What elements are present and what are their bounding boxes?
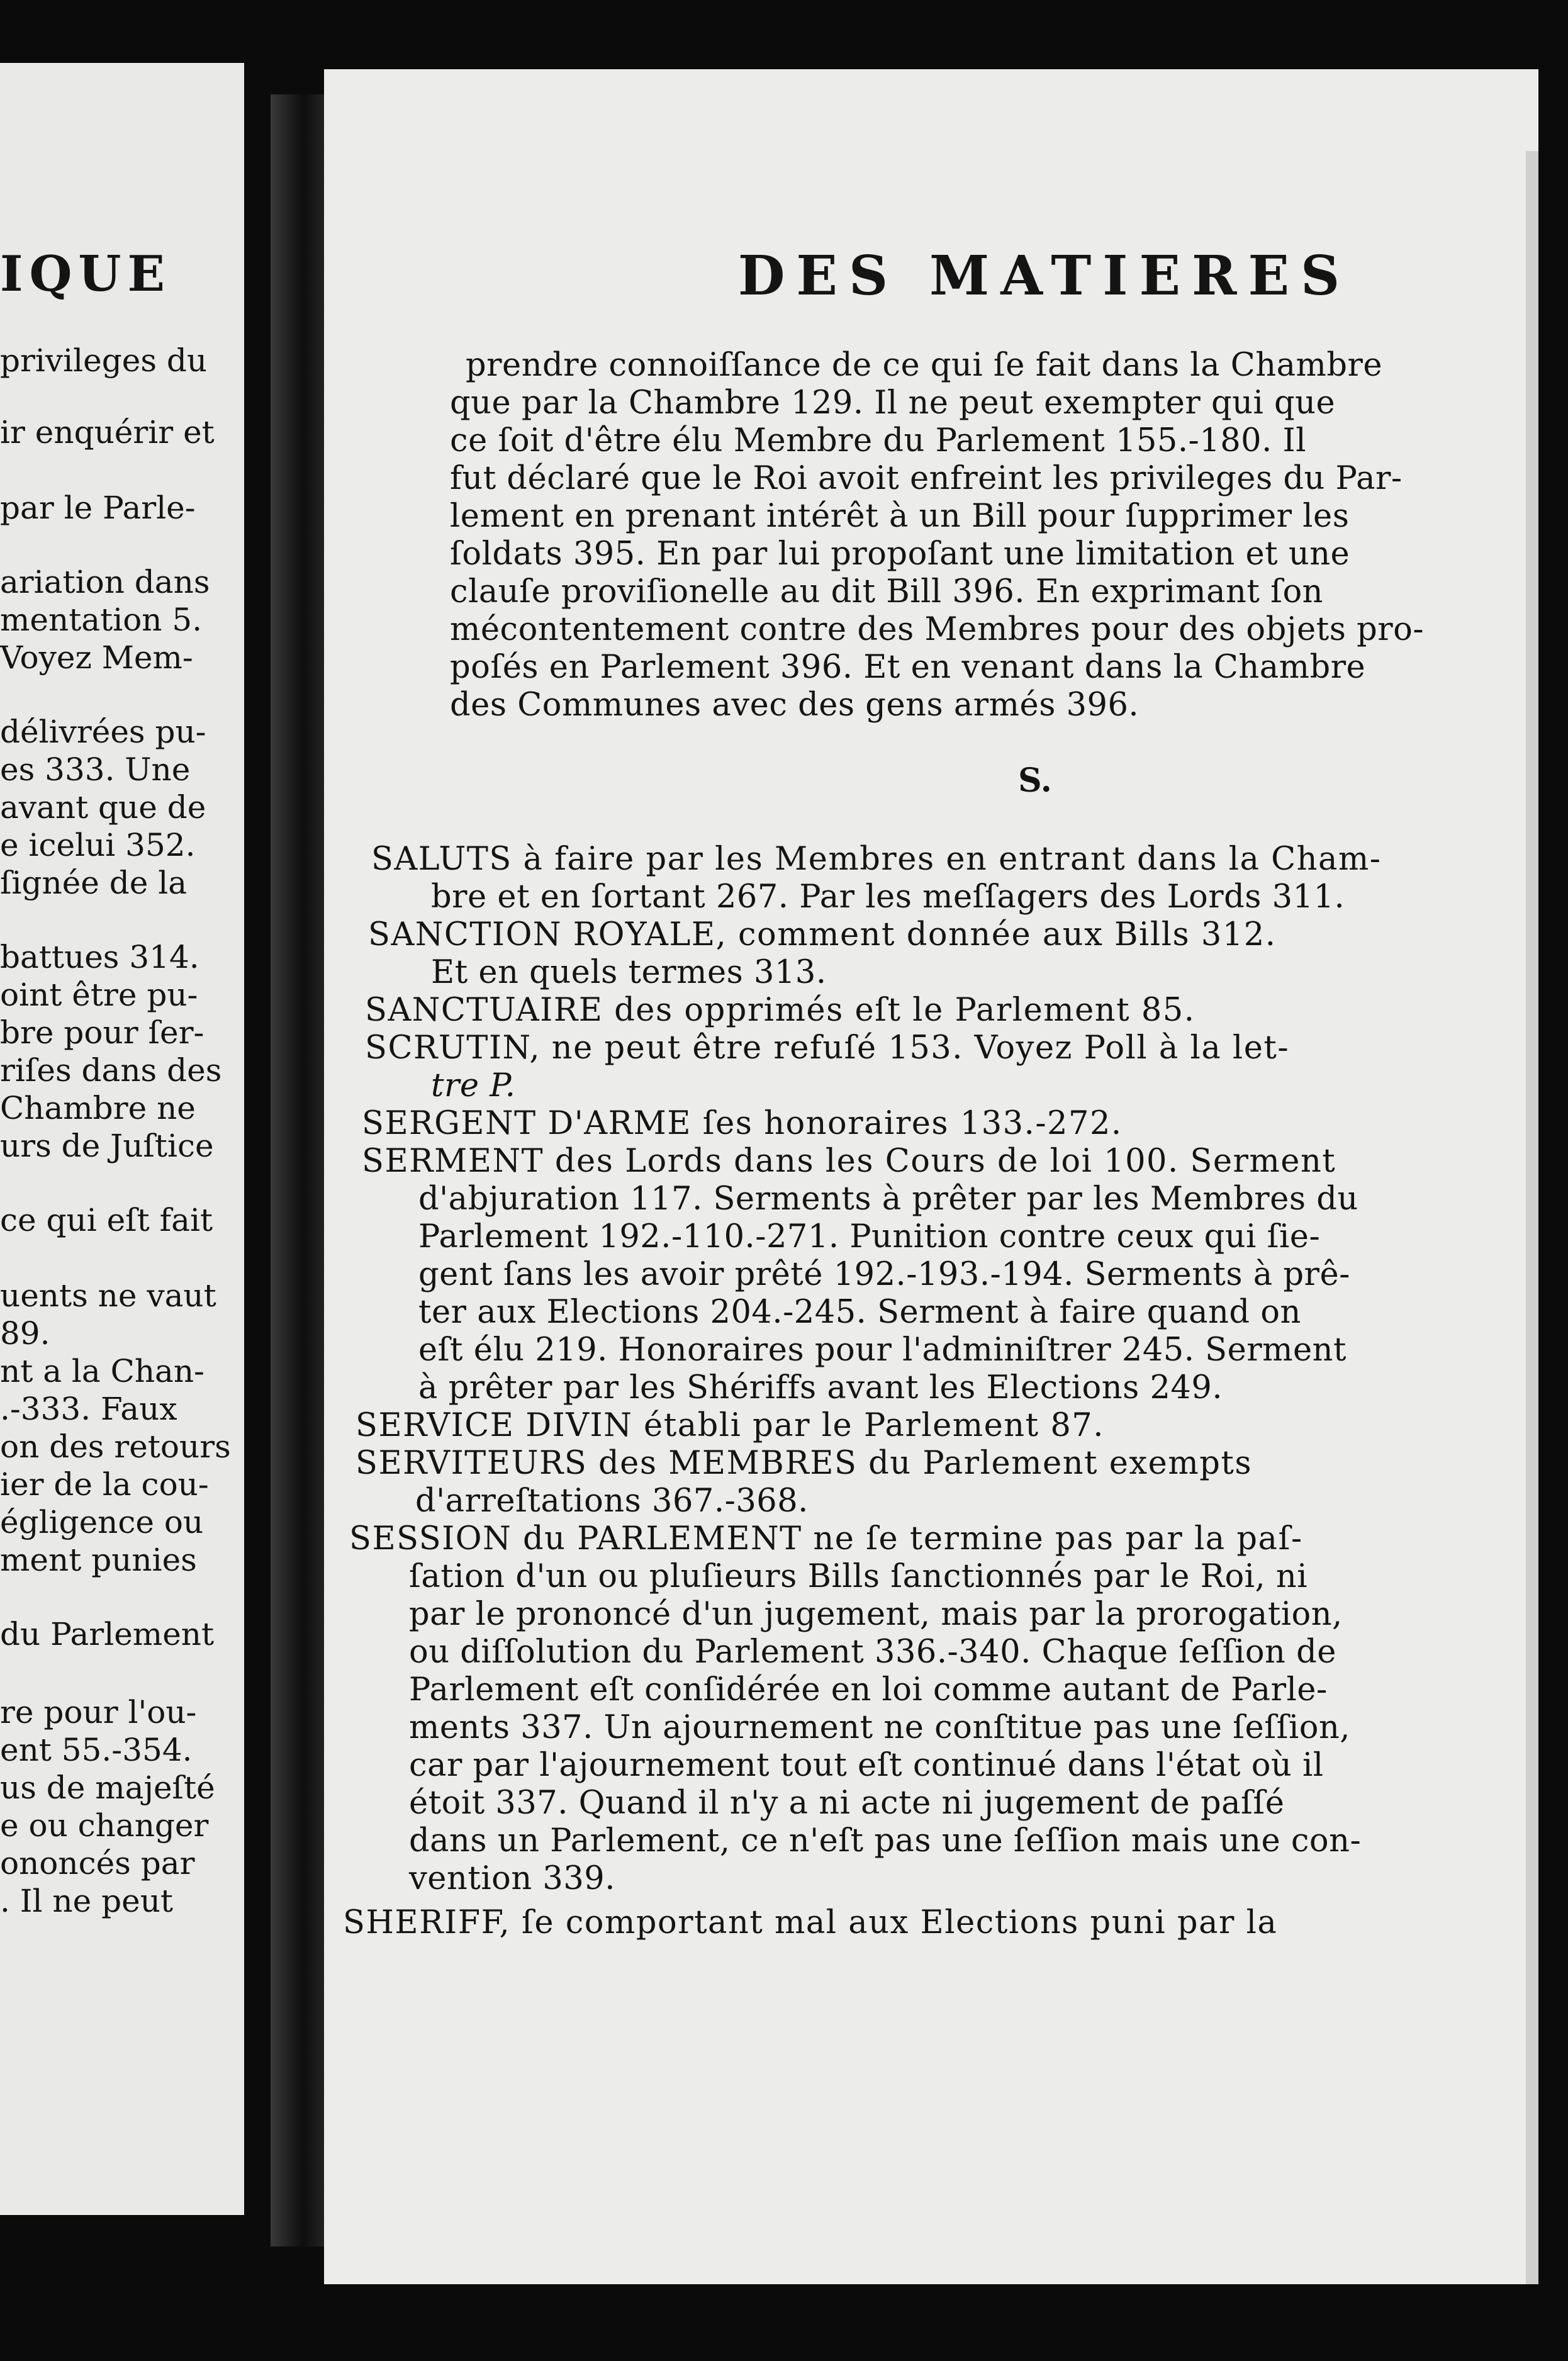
index-entry-continuation: ou diſſolution du Parlement 336.-340. Chaque ſeſſion de [409,1634,1336,1671]
left-page-line: du Parlement [0,1616,215,1652]
index-entry: SERGENT D'ARME ſes honoraires 133.-272. [362,1105,1123,1142]
index-entry-continuation: Parlement 192.-110.-271. Punition contre ceux qui ſie- [418,1218,1321,1255]
left-page-line: égligence ou [0,1504,204,1540]
left-page-line: ononcés par [0,1845,195,1882]
text-line: fut déclaré que le Roi avoit enfreint les privileges du Par- [450,460,1403,497]
index-entry-continuation: par le prononcé d'un jugement, mais par la prorogation, [409,1596,1343,1633]
left-page-line: oint être pu- [0,977,198,1013]
index-entry-continuation: tre P. [431,1067,516,1104]
left-page-line: avant que de [0,789,206,826]
left-page-line: bre pour ſer- [0,1014,204,1051]
index-entry-continuation: ter aux Elections 204.-245. Serment à faire quand on [418,1294,1301,1331]
index-entry-continuation: eſt élu 219. Honoraires pour l'adminiſtrer 245. Serment [418,1332,1347,1369]
text-line: des Communes avec des gens armés 396. [450,687,1140,724]
text-line: ce ſoit d'être élu Membre du Parlement 155.-180. Il [450,422,1307,459]
left-page-line: us de majeſté [0,1769,215,1806]
left-page-line: e ou changer [0,1807,209,1844]
left-page-line: délivrées pu- [0,714,206,750]
index-entry-continuation: car par l'ajournement tout eſt continué dans l'état où il [409,1747,1324,1784]
text-line: lement en prenant intérêt à un Bill pour ſupprimer les [450,498,1350,535]
left-page [0,63,244,2215]
left-page-line: ir enquérir et [0,414,215,451]
text-line: que par la Chambre 129. Il ne peut exempter qui que [450,384,1336,422]
left-page-line: battues 314. [0,939,199,975]
index-entry: SCRUTIN, ne peut être refuſé 153. Voyez Poll à la let- [365,1029,1290,1067]
left-page-line: nt a la Chan- [0,1353,204,1389]
index-entry: SHERIFF, ſe comportant mal aux Elections puni par la [343,1904,1278,1941]
index-entry-continuation: Parlement eſt conſidérée en loi comme autant de Parle- [409,1671,1328,1708]
left-page-line: ier de la cou- [0,1466,209,1503]
left-page-line: ce qui eſt fait [0,1202,213,1238]
index-entry: SERVICE DIVIN établi par le Parlement 87. [356,1407,1104,1444]
left-page-line: par le Parle- [0,490,196,526]
index-entry: SANCTION ROYALE, comment donnée aux Bills 312. [368,916,1277,953]
page-edge [1526,151,1538,2284]
left-page-line: .-333. Faux [0,1391,177,1427]
text-line: mécontentement contre des Membres pour des objets pro- [450,611,1425,648]
index-entry: SALUTS à faire par les Membres en entrant dans la Cham- [371,841,1382,878]
left-page-line: Voyez Mem- [0,639,193,676]
left-page-header: IQUE [0,245,171,303]
text-line: prendre connoiſſance de ce qui ſe fait dans la Chambre [466,347,1383,384]
text-line: clauſe proviſionelle au dit Bill 396. En exprimant ſon [450,573,1324,610]
index-entry-continuation: ſation d'un ou pluſieurs Bills ſanctionnés par le Roi, ni [409,1558,1308,1595]
left-page-line: 89. [0,1315,50,1352]
left-page-line: Chambre ne [0,1090,196,1126]
left-page-line: privileges du [0,342,208,379]
left-page-line: . Il ne peut [0,1883,173,1919]
book-gutter [271,94,324,2246]
left-page-line: ſignée de la [0,865,188,901]
index-entry-continuation: dans un Parlement, ce n'eſt pas une ſeſſion mais une con- [409,1822,1362,1859]
index-entry-continuation: d'abjuration 117. Serments à prêter par les Membres du [418,1180,1358,1218]
section-letter: S. [1018,761,1052,800]
left-page-line: ent 55.-354. [0,1732,193,1768]
left-page-line: ariation dans [0,564,210,600]
index-entry: SANCTUAIRE des opprimés eſt le Parlement 85. [365,992,1196,1029]
left-page-line: mentation 5. [0,602,203,638]
index-entry-continuation: ments 337. Un ajournement ne conſtitue pas une ſeſſion, [409,1709,1351,1746]
left-page-line: es 333. Une [0,751,191,788]
index-entry: SESSION du PARLEMENT ne ſe termine pas par la paſ- [349,1520,1303,1557]
index-entry-continuation: bre et en ſortant 267. Par les meſſagers des Lords 311. [431,878,1345,916]
index-entry-continuation: étoit 337. Quand il n'y a ni acte ni jugement de paſſé [409,1785,1285,1822]
index-entry-continuation: Et en quels termes 313. [431,954,827,991]
index-entry-continuation: gent ſans les avoir prêté 192.-193.-194. Serments à prê- [418,1256,1350,1293]
left-page-line: on des retours [0,1428,231,1465]
index-entry-continuation: d'arreſtations 367.-368. [415,1483,809,1520]
left-page-line: re pour l'ou- [0,1694,197,1730]
index-entry: SERVITEURS des MEMBRES du Parlement exempts [356,1445,1253,1482]
index-entry-continuation: vention 339. [409,1860,615,1897]
left-page-line: urs de Juſtice [0,1128,214,1164]
index-entry-continuation: à prêter par les Shériffs avant les Elections 249. [418,1369,1223,1406]
left-page-line: uents ne vaut [0,1277,216,1314]
index-entry: SERMENT des Lords dans les Cours de loi 100. Serment [362,1143,1336,1180]
right-page [324,69,1538,2284]
left-page-line: ment punies [0,1542,197,1578]
page-title: DES MATIERES [737,244,1352,308]
left-page-line: e icelui 352. [0,827,196,863]
left-page-line: riſes dans des [0,1052,222,1089]
text-line: poſés en Parlement 396. Et en venant dans la Chambre [450,649,1366,686]
text-line: ſoldats 395. En par lui propoſant une limitation et une [450,536,1350,573]
